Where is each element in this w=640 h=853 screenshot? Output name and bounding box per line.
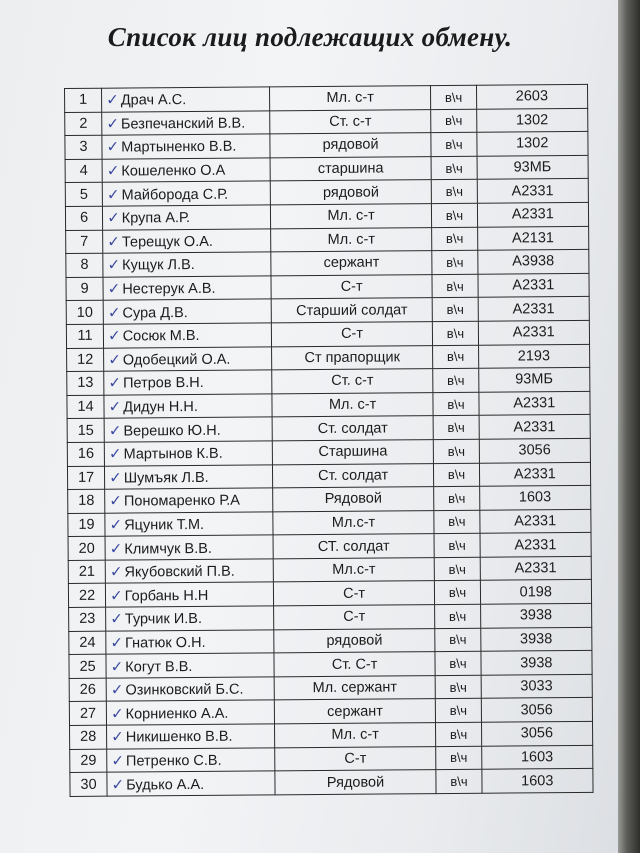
person-name-cell: [106, 653, 274, 678]
checkmark-icon: ✓: [110, 633, 124, 652]
unit-label-cell: в\ч: [434, 510, 479, 534]
person-name-cell: [106, 582, 274, 607]
unit-label-cell: в\ч: [436, 769, 481, 793]
rank-cell: Мл. с-т: [269, 86, 431, 111]
row-number: 30: [70, 772, 107, 796]
person-name-cell: [105, 535, 273, 560]
row-number: 16: [67, 442, 104, 466]
rank-cell: СТ. солдат: [273, 534, 435, 559]
unit-code-cell: 93МБ: [477, 155, 589, 179]
person-name: Климчук В.В.: [124, 540, 212, 558]
row-number: 6: [65, 206, 102, 230]
checkmark-icon: ✓: [110, 680, 124, 699]
unit-label-cell: в\ч: [435, 604, 480, 628]
unit-code-cell: А2331: [480, 533, 592, 557]
unit-code-cell: А2331: [479, 415, 591, 439]
rank-cell: Рядовой: [275, 770, 437, 795]
person-name: Кошеленко О.А: [121, 162, 226, 180]
checkmark-icon: ✓: [106, 185, 120, 204]
checkmark-icon: ✓: [108, 421, 122, 440]
unit-code-cell: А2331: [478, 297, 590, 321]
person-name: Турчик И.В.: [124, 611, 203, 628]
person-name-cell: [104, 370, 272, 395]
person-name: Мартынов К.В.: [123, 445, 223, 463]
background-edge: [618, 0, 640, 853]
unit-code-cell: А2131: [477, 226, 589, 250]
person-name: Гнатюк О.Н.: [125, 634, 206, 652]
person-name-cell: [102, 134, 270, 159]
person-name: Кущук Л.В.: [122, 257, 195, 275]
exchange-list-table: [64, 84, 594, 797]
unit-code-cell: А2331: [478, 391, 590, 415]
row-number: 19: [68, 513, 105, 537]
rank-cell: Ст. солдат: [272, 463, 434, 488]
checkmark-icon: ✓: [111, 727, 124, 746]
person-name: Драч А.С.: [120, 92, 187, 109]
unit-label-cell: в\ч: [436, 675, 481, 699]
checkmark-icon: ✓: [109, 491, 123, 511]
rank-cell: Мл. с-т: [270, 204, 432, 229]
rank-cell: С-т: [271, 322, 433, 347]
person-name: Петров В.Н.: [122, 375, 204, 392]
checkmark-icon: ✓: [106, 161, 120, 180]
row-number: 4: [65, 159, 102, 183]
unit-label-cell: в\ч: [436, 722, 481, 746]
rank-cell: Старший солдат: [271, 298, 433, 323]
rank-cell: Ст. С-т: [274, 652, 436, 677]
person-name-cell: [103, 276, 271, 301]
person-name-cell: [106, 677, 274, 702]
row-number: 10: [66, 301, 103, 325]
unit-code-cell: 93МБ: [478, 368, 590, 392]
person-name: Верешко Ю.Н.: [123, 422, 221, 440]
row-number: 21: [68, 560, 105, 584]
rank-cell: сержант: [274, 699, 436, 724]
unit-label-cell: в\ч: [432, 250, 477, 274]
person-name: Майборода С.Р.: [121, 186, 229, 204]
row-number: 18: [68, 489, 105, 513]
row-number: 12: [67, 348, 104, 372]
checkmark-icon: ✓: [109, 539, 123, 558]
row-number: 17: [67, 466, 104, 490]
unit-label-cell: в\ч: [433, 345, 478, 369]
checkmark-icon: ✓: [107, 303, 121, 322]
unit-label-cell: в\ч: [432, 227, 477, 251]
checkmark-icon: ✓: [106, 138, 120, 157]
checkmark-icon: ✓: [107, 232, 120, 251]
checkmark-icon: ✓: [111, 751, 125, 770]
rank-cell: Мл. с-т: [270, 227, 432, 252]
rank-cell: Ст прапорщик: [271, 345, 433, 370]
person-name: Никишенко В.В.: [125, 729, 233, 746]
checkmark-icon: ✓: [107, 256, 121, 275]
unit-code-cell: 2603: [476, 84, 588, 108]
person-name-cell: [105, 559, 273, 584]
rank-cell: Мл.с-т: [273, 557, 435, 582]
person-name-cell: [105, 464, 273, 489]
unit-code-cell: 3056: [481, 698, 593, 722]
checkmark-icon: ✓: [110, 704, 124, 723]
unit-code-cell: А2331: [478, 320, 590, 344]
rank-cell: Ст. солдат: [272, 416, 434, 441]
unit-code-cell: А2331: [479, 509, 591, 533]
row-number: 1: [65, 88, 102, 112]
unit-code-cell: А2331: [477, 179, 589, 203]
row-number: 27: [69, 702, 106, 726]
unit-code-cell: 3938: [480, 603, 592, 627]
unit-code-cell: 3938: [481, 651, 593, 675]
checkmark-icon: ✓: [108, 326, 121, 345]
rank-cell: С-т: [273, 605, 435, 630]
person-name-cell: [102, 181, 270, 206]
unit-label-cell: в\ч: [433, 416, 478, 440]
person-name-cell: [102, 87, 270, 112]
rank-cell: рядовой: [270, 180, 432, 205]
unit-code-cell: 1603: [479, 485, 591, 509]
rank-cell: Ст. с-т: [269, 109, 431, 134]
row-number: 8: [66, 253, 103, 277]
row-number: 2: [65, 112, 102, 136]
rank-cell: Рядовой: [272, 487, 434, 512]
row-number: 5: [65, 183, 102, 207]
person-name: Терещук О.А.: [121, 233, 213, 251]
unit-label-cell: в\ч: [433, 321, 478, 345]
unit-label-cell: в\ч: [436, 746, 481, 770]
checkmark-icon: ✓: [111, 775, 125, 794]
person-name: Мартыненко В.В.: [121, 139, 237, 157]
checkmark-icon: ✓: [110, 586, 123, 605]
unit-code-cell: А2331: [480, 556, 592, 580]
unit-code-cell: 0198: [480, 580, 592, 604]
unit-code-cell: 1603: [481, 769, 593, 793]
unit-label-cell: в\ч: [431, 85, 476, 109]
unit-code-cell: 3056: [479, 438, 591, 462]
unit-code-cell: А2331: [477, 202, 589, 226]
unit-code-cell: А2331: [479, 462, 591, 486]
checkmark-icon: ✓: [106, 114, 120, 133]
rank-cell: С-т: [273, 581, 435, 606]
unit-code-cell: 2193: [478, 344, 590, 368]
row-number: 7: [66, 230, 103, 254]
unit-label-cell: в\ч: [432, 274, 477, 298]
person-name: Озинковский Б.С.: [125, 681, 244, 699]
person-name: Якубовский П.В.: [124, 563, 235, 581]
checkmark-icon: ✓: [108, 350, 121, 369]
unit-label-cell: в\ч: [431, 132, 476, 156]
unit-code-cell: А2331: [478, 273, 590, 297]
rank-cell: Мл. с-т: [272, 392, 434, 417]
rank-cell: сержант: [271, 251, 433, 276]
row-number: 26: [69, 678, 106, 702]
person-name: Сосюк М.В.: [122, 328, 200, 345]
unit-label-cell: в\ч: [432, 180, 477, 204]
row-number: 22: [68, 584, 105, 608]
unit-label-cell: в\ч: [434, 439, 479, 463]
row-number: 3: [65, 135, 102, 159]
row-number: 29: [70, 749, 107, 773]
person-name: Пономаренко Р.А: [123, 493, 240, 510]
unit-label-cell: в\ч: [435, 628, 480, 652]
checkmark-icon: ✓: [110, 657, 124, 676]
unit-label-cell: в\ч: [434, 486, 479, 510]
person-name-cell: [104, 417, 272, 442]
person-name-cell: [102, 110, 270, 135]
checkmark-icon: ✓: [110, 609, 123, 629]
unit-code-cell: 1603: [481, 745, 593, 769]
rank-cell: рядовой: [274, 628, 436, 653]
unit-label-cell: в\ч: [434, 463, 479, 487]
table-row: [70, 769, 593, 797]
table-body: [65, 84, 594, 796]
rank-cell: рядовой: [270, 133, 432, 158]
person-name-cell: [103, 323, 271, 348]
rank-cell: старшина: [270, 156, 432, 181]
person-name-cell: [104, 394, 272, 419]
unit-label-cell: в\ч: [435, 581, 480, 605]
rank-cell: Старшина: [272, 440, 434, 465]
person-name: Корниенко А.А.: [125, 705, 229, 723]
person-name-cell: [102, 158, 270, 183]
checkmark-icon: ✓: [109, 468, 122, 487]
person-name-cell: [103, 228, 271, 253]
person-name-cell: [106, 700, 274, 725]
person-name: Будько А.А.: [126, 776, 205, 794]
person-name: Одобецкий О.А.: [122, 351, 231, 369]
row-number: 13: [67, 371, 104, 395]
document-title: Список лиц подлежащих обмену.: [107, 22, 513, 52]
unit-code-cell: 1302: [476, 132, 588, 156]
person-name: Петренко С.В.: [125, 752, 222, 770]
unit-label-cell: в\ч: [433, 298, 478, 322]
person-name: Шумъяк Л.В.: [123, 469, 209, 487]
unit-label-cell: в\ч: [433, 368, 478, 392]
checkmark-icon: ✓: [108, 397, 122, 416]
unit-code-cell: 3033: [481, 674, 593, 698]
person-name-cell: [107, 771, 275, 796]
unit-label-cell: в\ч: [433, 392, 478, 416]
person-name-cell: [104, 441, 272, 466]
row-number: 20: [68, 536, 105, 560]
unit-code-cell: 1302: [476, 108, 588, 132]
checkmark-icon: ✓: [109, 515, 123, 534]
rank-cell: Мл. сержант: [274, 675, 436, 700]
person-name-cell: [105, 512, 273, 537]
row-number: 9: [66, 277, 103, 301]
unit-label-cell: в\ч: [432, 203, 477, 227]
rank-cell: Мл.с-т: [273, 510, 435, 535]
row-number: 28: [70, 725, 107, 749]
person-name-cell: [103, 252, 271, 277]
unit-label-cell: в\ч: [431, 156, 476, 180]
checkmark-icon: ✓: [109, 562, 123, 581]
checkmark-icon: ✓: [107, 208, 120, 227]
unit-label-cell: в\ч: [434, 534, 479, 558]
row-number: 24: [69, 631, 106, 655]
rank-cell: С-т: [274, 746, 436, 771]
unit-label-cell: в\ч: [435, 557, 480, 581]
person-name: Безпечанский В.В.: [120, 115, 246, 133]
person-name-cell: [107, 747, 275, 772]
checkmark-icon: ✓: [108, 373, 122, 393]
person-name-cell: [105, 488, 273, 513]
person-name: Яцуник Т.М.: [124, 516, 205, 534]
rank-cell: Мл. с-т: [274, 723, 436, 748]
row-number: 25: [69, 654, 106, 678]
person-name-cell: [107, 724, 275, 749]
person-name-cell: [106, 606, 274, 631]
person-name: Горбань Н.Н: [124, 587, 209, 605]
person-name-cell: [103, 299, 271, 324]
unit-label-cell: в\ч: [436, 699, 481, 723]
row-number: 15: [67, 419, 104, 443]
person-name-cell: [106, 630, 274, 655]
unit-label-cell: в\ч: [435, 651, 480, 675]
unit-code-cell: 3938: [480, 627, 592, 651]
unit-label-cell: в\ч: [431, 109, 476, 133]
rank-cell: С-т: [271, 274, 433, 299]
person-name: Нестерук А.В.: [122, 280, 216, 298]
unit-code-cell: А3938: [477, 250, 589, 274]
row-number: 23: [69, 607, 106, 631]
unit-code-cell: 3056: [481, 721, 593, 745]
person-name-cell: [104, 346, 272, 371]
row-number: 11: [66, 324, 103, 348]
person-name-cell: [103, 205, 271, 230]
checkmark-icon: ✓: [106, 90, 119, 109]
row-number: 14: [67, 395, 104, 419]
person-name: Сура Д.В.: [122, 304, 188, 322]
checkmark-icon: ✓: [107, 279, 121, 298]
rank-cell: Ст. с-т: [272, 369, 434, 394]
person-name: Когут В.В.: [125, 658, 193, 676]
checkmark-icon: ✓: [108, 444, 122, 463]
person-name: Крупа А.Р.: [121, 210, 191, 227]
person-name: Дидун Н.Н.: [123, 398, 198, 416]
